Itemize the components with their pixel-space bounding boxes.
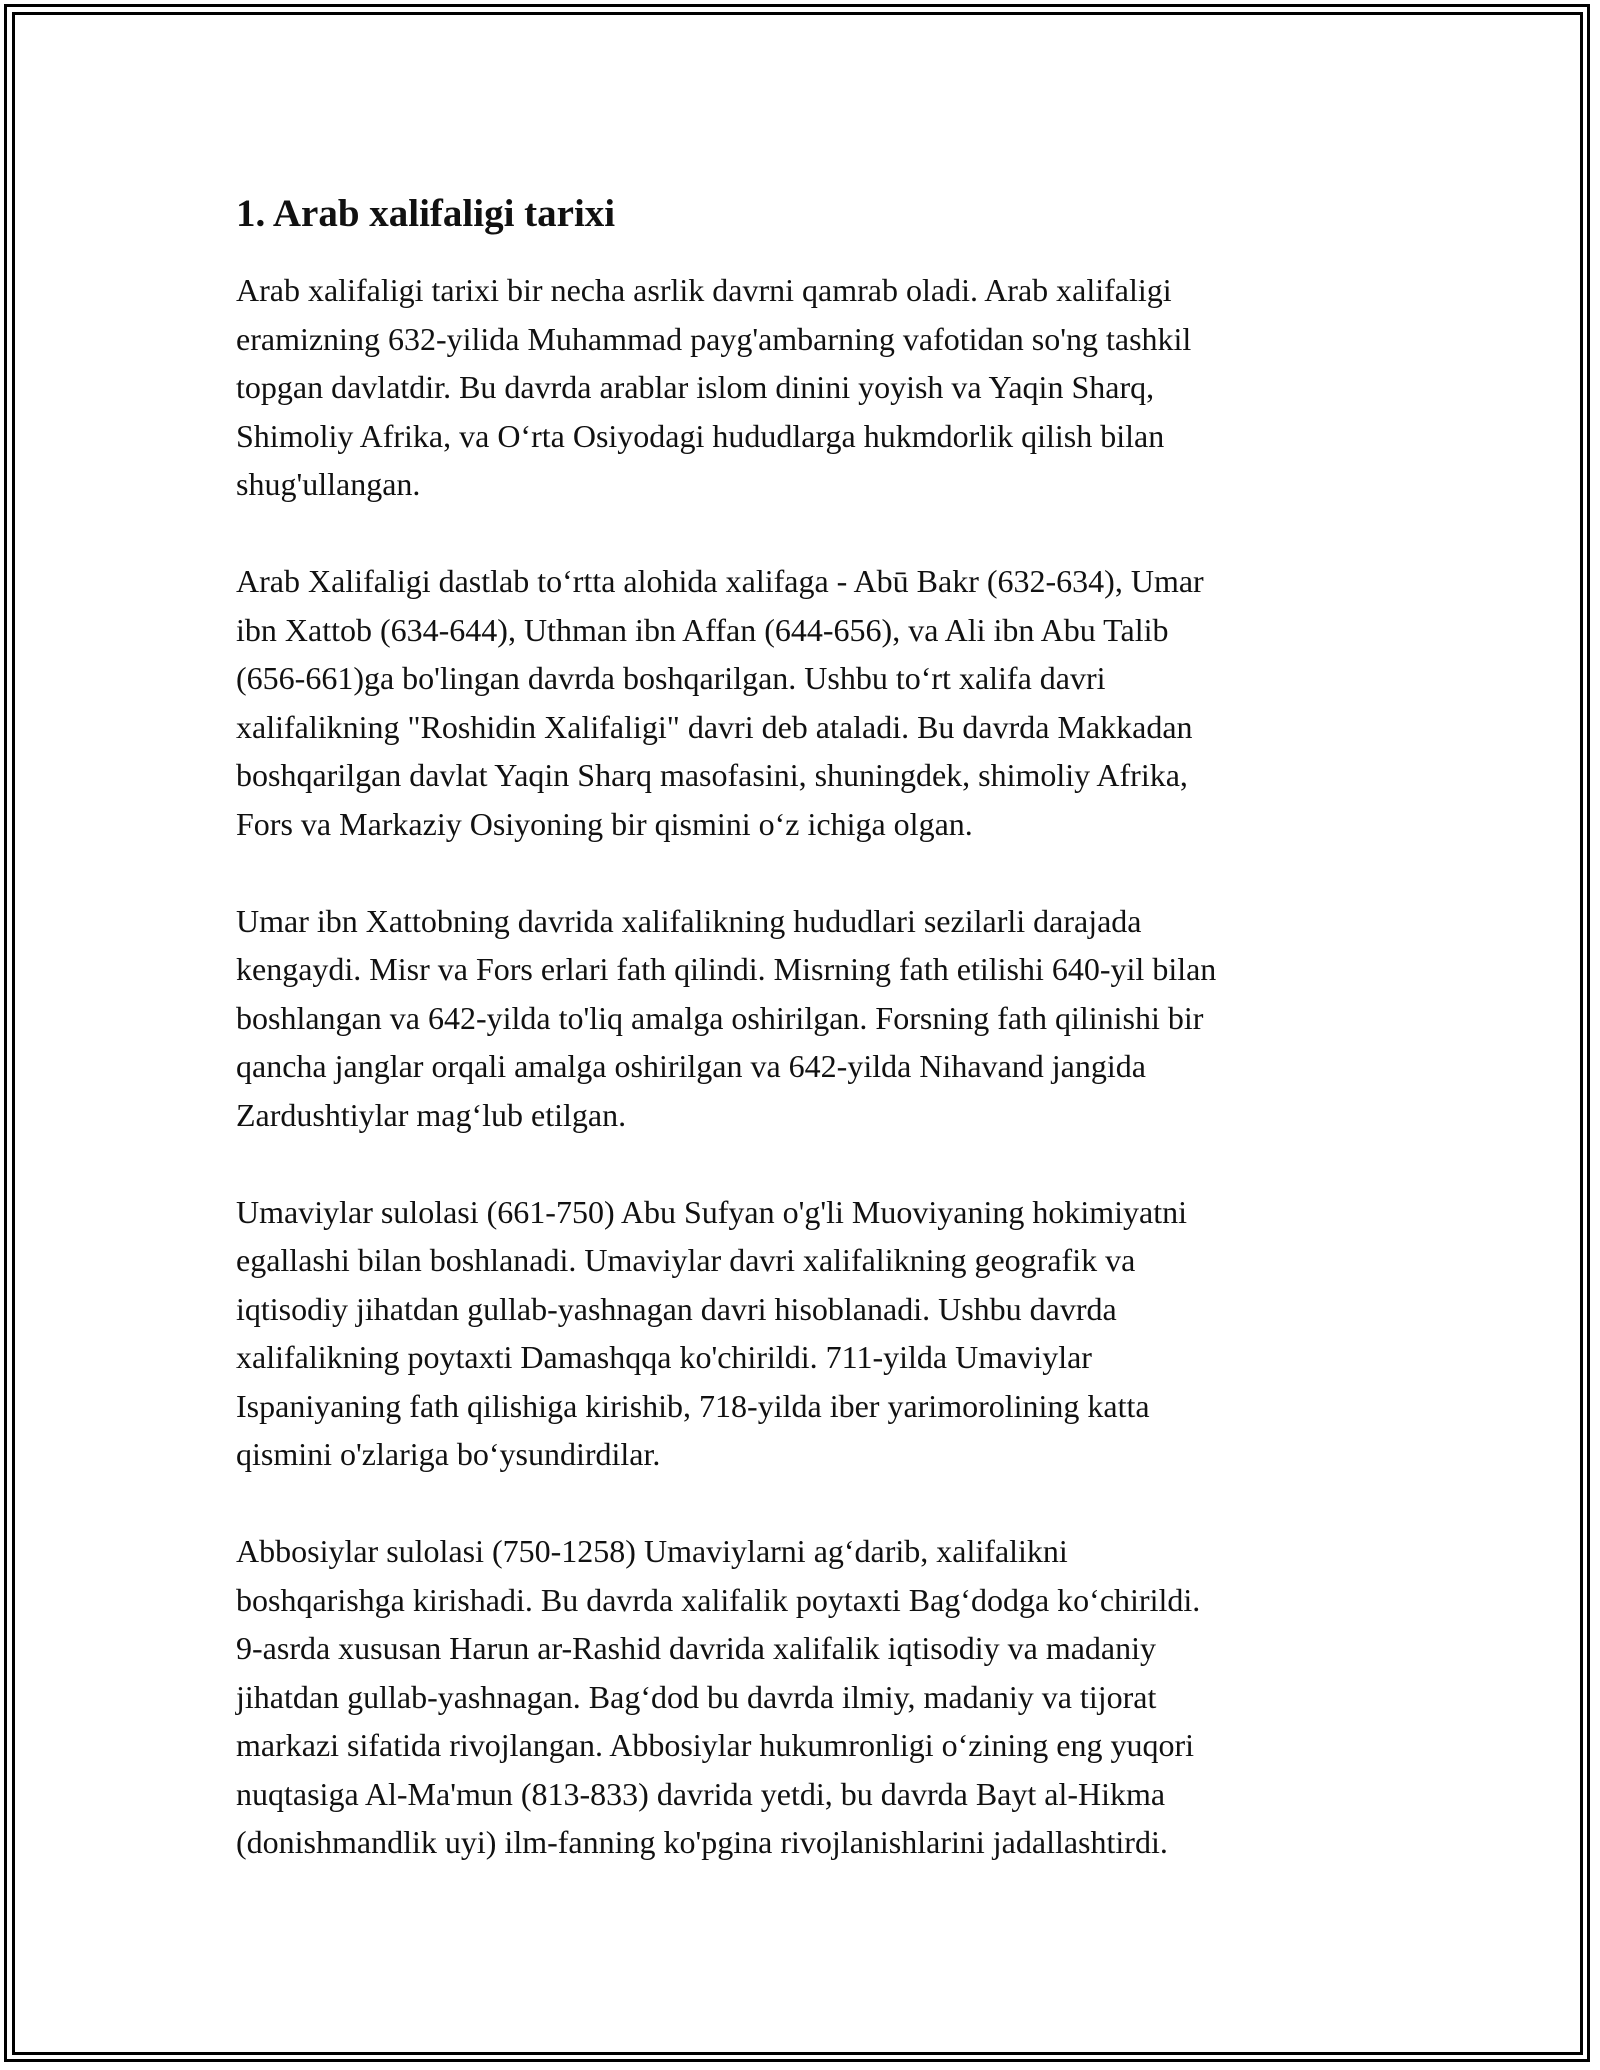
- paragraph-line: (656-661)ga bo'lingan davrda boshqarilgan. Ushbu to‘rt xalifa davri: [236, 660, 1106, 696]
- paragraph-line: eramizning 632-yilida Muhammad payg'ambarning vafotidan so'ng tashkil: [236, 320, 1192, 357]
- paragraph-list: [236, 266, 1366, 1867]
- paragraph-line: qancha janglar orqali amalga oshirilgan va 642-yilda Nihavand jangida: [236, 1048, 1146, 1084]
- paragraph-line: egallashi bilan boshlanadi. Umaviylar davri xalifalikning geografik va: [236, 1242, 1136, 1278]
- paragraph-line: xalifalikning poytaxti Damashqqa ko'chirildi. 711-yilda Umaviylar: [236, 1339, 1092, 1375]
- paragraph-line: kengaydi. Misr va Fors erlari fath qilindi. Misrning fath etilishi 640-yil bilan: [236, 951, 1217, 987]
- paragraph-line: 9-asrda xususan Harun ar-Rashid davrida xalifalik iqtisodiy va madaniy: [236, 1630, 1156, 1666]
- paragraph-line: Shimoliy Afrika, va O‘rta Osiyodagi hududlarga hukmdorlik qilish bilan: [236, 417, 1165, 454]
- paragraph-line: boshqarishga kirishadi. Bu davrda xalifalik poytaxti Bag‘dodga ko‘chirildi.: [236, 1581, 1201, 1618]
- paragraph-line: topgan davlatdir. Bu davrda arablar islom dinini yoyish va Yaqin Sharq,: [236, 369, 1155, 405]
- paragraph-line: Zardushtiylar mag‘lub etilgan.: [236, 1096, 627, 1133]
- paragraph-line: Ispaniyaning fath qilishiga kirishib, 718-yilda iber yarimorolining katta: [236, 1387, 1150, 1424]
- paragraph-2: [236, 557, 1366, 848]
- document-body: [236, 190, 1366, 1915]
- paragraph-line: shug'ullangan.: [236, 466, 421, 502]
- paragraph-line: ibn Xattob (634-644), Uthman ibn Affan (644-656), va Ali ibn Abu Talib: [236, 611, 1169, 648]
- paragraph-line: Abbosiylar sulolasi (750-1258) Umaviylarni ag‘darib, xalifalikni: [236, 1533, 1068, 1569]
- paragraph-line: (donishmandlik uyi) ilm-fanning ko'pgina rivojlanishlarini jadallashtirdi.: [236, 1824, 1168, 1860]
- paragraph-line: Fors va Markaziy Osiyoning bir qismini o‘z ichiga olgan.: [236, 805, 973, 842]
- paragraph-line: markazi sifatida rivojlangan. Abbosiylar hukumronligi o‘zining eng yuqori: [236, 1727, 1195, 1763]
- paragraph-5: [236, 1527, 1366, 1867]
- paragraph-line: Umar ibn Xattobning davrida xalifalikning hududlari sezilarli darajada: [236, 902, 1142, 939]
- paragraph-4: [236, 1188, 1366, 1479]
- document-title: 1. Arab xalifaligi tarixi: [236, 192, 616, 235]
- paragraph-line: boshlangan va 642-yilda to'liq amalga oshirilgan. Forsning fath qilinishi bir: [236, 999, 1204, 1036]
- paragraph-line: iqtisodiy jihatdan gullab-yashnagan davri hisoblanadi. Ushbu davrda: [236, 1290, 1117, 1327]
- paragraph-1: [236, 266, 1366, 509]
- paragraph-line: nuqtasiga Al-Ma'mun (813-833) davrida yetdi, bu davrda Bayt al-Hikma: [236, 1775, 1166, 1812]
- paragraph-line: jihatdan gullab-yashnagan. Bag‘dod bu davrda ilmiy, madaniy va tijorat: [236, 1678, 1157, 1715]
- paragraph-line: Umaviylar sulolasi (661-750) Abu Sufyan o'g'li Muoviyaning hokimiyatni: [236, 1193, 1187, 1230]
- paragraph-line: Arab Xalifaligi dastlab to‘rtta alohida xalifaga - Abū Bakr (632-634), Umar: [236, 563, 1204, 599]
- paragraph-line: boshqarilgan davlat Yaqin Sharq masofasini, shuningdek, shimoliy Afrika,: [236, 757, 1188, 793]
- paragraph-line: xalifalikning "Roshidin Xalifaligi" davri deb ataladi. Bu davrda Makkadan: [236, 708, 1193, 745]
- paragraph-line: qismini o'zlariga bo‘ysundirdilar.: [236, 1436, 661, 1472]
- paragraph-line: Arab xalifaligi tarixi bir necha asrlik davrni qamrab oladi. Arab xalifaligi: [236, 272, 1172, 308]
- paragraph-3: [236, 897, 1366, 1140]
